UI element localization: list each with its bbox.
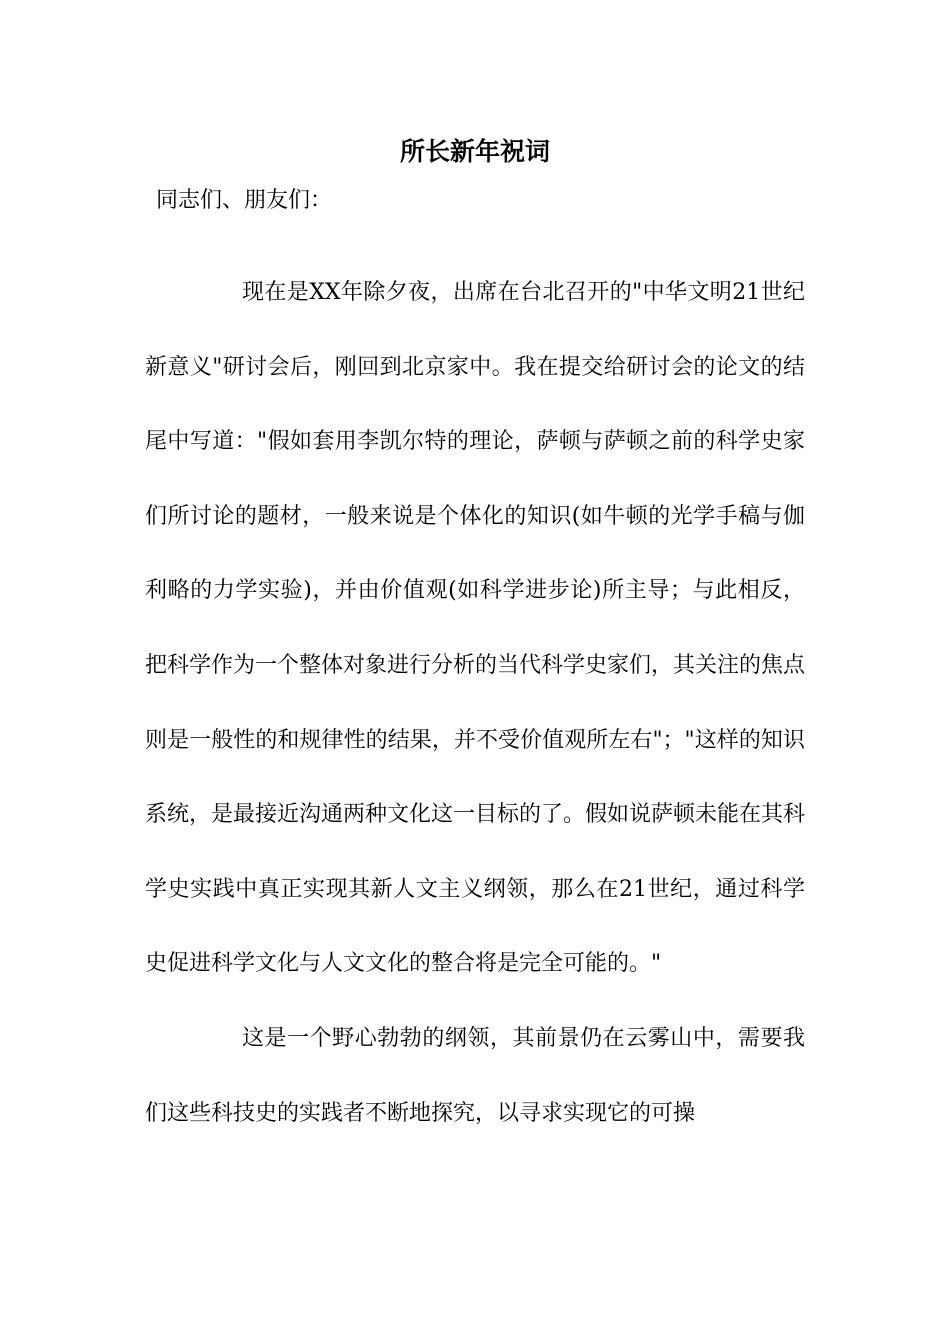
paragraph-2: 这是一个野心勃勃的纲领，其前景仍在云雾山中，需要我们这些科技史的实践者不断地探究，以寻求实现它的可操 [145,1025,805,1126]
page-title: 所长新年祝词 [399,137,550,166]
salutation: 同志们、朋友们： [156,188,333,213]
document-body [145,256,805,1151]
paragraph-1: 现在是XX年除夕夜，出席在台北召开的"中华文明21世纪新意义"研讨会后，刚回到北京家中。我在提交给研讨会的论文的结尾中写道："假如套用李凯尔特的理论，萨顿与萨顿之前的科学史家们所讨论的题材，一般来说是个体化的知识(如牛顿的光学手稿与伽利略的力学实验)，并由价值观(如科学进步论)所主导；与此相反，把科学作为一个整体对象进行分析的当代科学史家们，其关注的焦点则是一般性的和规律性的结果，并不受价值观所左右"；"这样的知识系统，是最接近沟通两种文化这一目标的了。假如说萨顿未能在其科学史实践中真正实现其新人文主义纲领，那么在21世纪，通过科学史促进科学文化与人文文化的整合将是完全可能的。" [145,280,806,977]
